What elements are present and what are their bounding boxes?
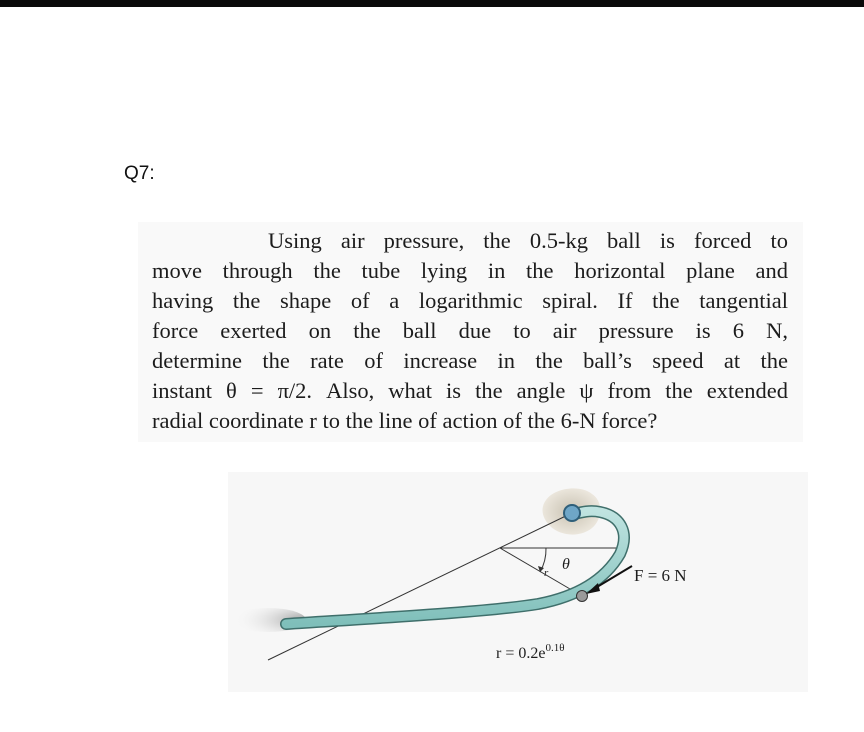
problem-statement xyxy=(138,222,803,442)
figure-svg xyxy=(228,472,808,692)
force-label: F = 6 N xyxy=(634,566,687,585)
question-label: Q7: xyxy=(124,163,155,184)
theta-label: θ xyxy=(562,556,570,573)
problem-line-7: radial coordinate r to the line of action of the 6-N force? xyxy=(152,408,658,433)
problem-line-4: force exerted on the ball due to air pressure is 6 N, xyxy=(152,318,788,343)
problem-line-5: determine the rate of increase in the ball’s speed at the xyxy=(152,348,788,373)
problem-line-3: having the shape of a logarithmic spiral. If the tangential xyxy=(152,288,788,313)
equation-exponent: 0.1θ xyxy=(545,642,565,654)
equation-base: r = 0.2e xyxy=(496,645,546,662)
top-border xyxy=(0,0,864,7)
spiral-tube-figure xyxy=(228,472,808,692)
problem-line-6: instant θ = π/2. Also, what is the angle ψ from the extended xyxy=(152,378,788,403)
tube-mouth xyxy=(564,505,580,521)
r-label: r xyxy=(544,567,549,579)
ball xyxy=(577,591,588,602)
problem-line-2: move through the tube lying in the horizontal plane and xyxy=(152,258,788,283)
problem-line-1: Using air pressure, the 0.5-kg ball is forced to xyxy=(268,228,788,253)
